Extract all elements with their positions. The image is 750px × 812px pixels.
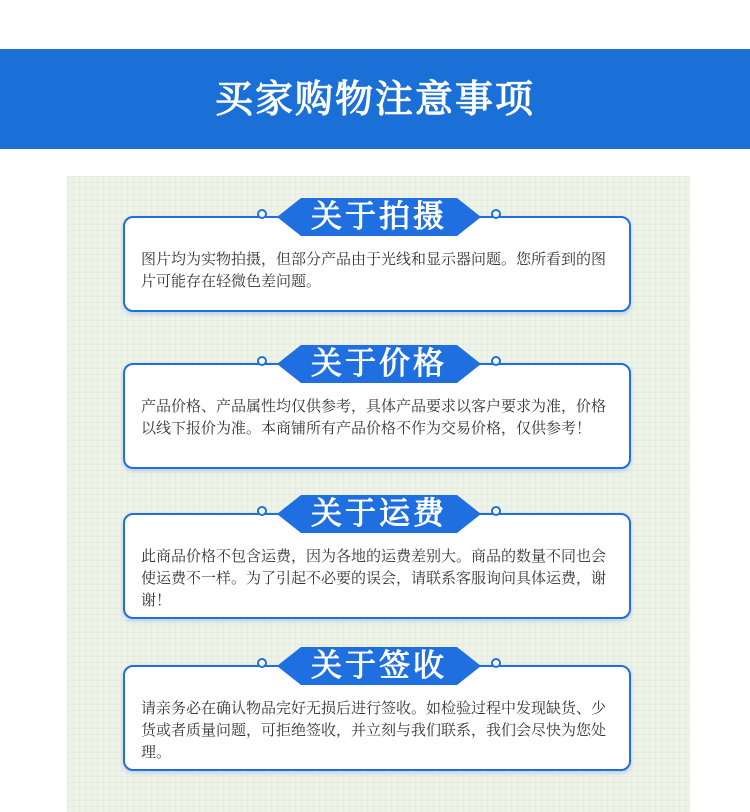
tab-dot-left [257,209,267,219]
tab-dot-right [491,658,501,668]
tab-dot-left [257,658,267,668]
section-shipping [67,473,690,613]
section-text: 产品价格、产品属性均仅供参考，具体产品要求以客户要求为准，价格以线下报价为准。本商铺所有产品价格不作为交易价格，仅供参考！ [141,397,607,437]
tab-dot-left [257,356,267,366]
section-text: 图片均为实物拍摄，但部分产品由于光线和显示器问题。您所看到的图片可能存在轻微色差问题。 [141,250,607,290]
section-receipt [67,625,690,765]
section-title: 关于价格 [311,346,447,382]
section-photography [67,176,690,316]
section-tab [277,341,481,387]
section-tab [277,194,481,240]
header-banner [0,49,750,149]
section-tab [277,643,481,689]
section-tab [277,491,481,537]
section-text: 请亲务必在确认物品完好无损后进行签收。如检验过程中发现缺货、少货或者质量问题，可拒绝签收，并立刻与我们联系，我们会尽快为您处理。 [141,699,607,761]
page-title: 买家购物注意事项 [214,77,535,121]
section-text: 此商品价格不包含运费，因为各地的运费差别大。商品的数量不同也会使运费不一样。为了引起不必要的误会，请联系客服询问具体运费，谢谢！ [141,547,607,609]
section-title: 关于签收 [311,648,447,684]
tab-dot-right [491,209,501,219]
tab-dot-right [491,356,501,366]
tab-dot-left [257,506,267,516]
tab-dot-right [491,506,501,516]
section-title: 关于运费 [311,496,447,532]
section-price [67,323,690,463]
notice-panel [67,176,690,812]
section-title: 关于拍摄 [311,199,447,235]
